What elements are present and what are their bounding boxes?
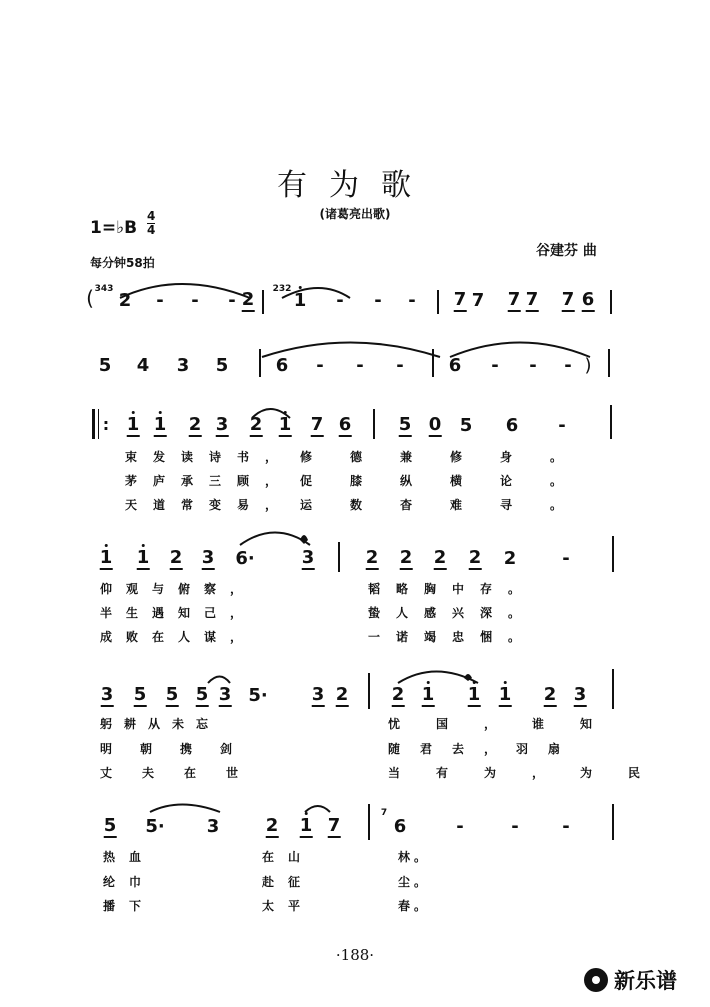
repeat-barline-thin — [98, 409, 99, 439]
note: 6 — [275, 355, 289, 376]
note: - — [191, 290, 199, 311]
note: 2 — [365, 547, 379, 568]
barline — [368, 673, 370, 709]
record-disc-icon — [584, 968, 608, 992]
composer: 谷建芬 曲 — [536, 243, 597, 259]
note: - — [228, 290, 236, 311]
grace-note: 7 — [380, 808, 388, 818]
note: 2 — [169, 547, 183, 568]
note: 7 — [561, 289, 575, 310]
note: 5 — [215, 355, 229, 376]
barline — [612, 536, 614, 572]
lyric-verse3-b: 运数杳难寻。 — [300, 498, 601, 512]
lyric-verse2-b: 促膝纵横论。 — [300, 474, 601, 488]
note: 7 — [327, 815, 341, 836]
barline — [612, 804, 614, 840]
note: 5 — [165, 684, 179, 705]
note: - — [564, 355, 572, 376]
note: 2 — [399, 547, 413, 568]
lyric-verse2-f: 随君去，羽扇 — [388, 742, 581, 756]
barline — [612, 669, 614, 709]
note: 1 — [293, 290, 307, 311]
note: - — [558, 415, 566, 436]
barline — [610, 405, 612, 439]
note: 2 — [503, 548, 517, 569]
lyric-verse1-c: 仰观与俯察， — [100, 582, 257, 596]
barline — [608, 349, 610, 377]
note: 2 — [391, 684, 405, 705]
lyric-verse2-e: 明朝携剑 — [100, 742, 261, 756]
note: 1 — [421, 684, 435, 705]
note: 7 — [453, 289, 467, 310]
time-signature — [147, 210, 155, 237]
score-line-2 — [0, 355, 710, 395]
note: 3 — [201, 547, 215, 568]
lyric-verse2-d: 蛰人感兴深。 — [368, 606, 537, 620]
note: - — [356, 355, 364, 376]
note: 7 — [471, 290, 485, 311]
note: 6 — [581, 289, 595, 310]
note: 3 — [573, 684, 587, 705]
note: 5· — [248, 685, 268, 706]
note: 5 — [133, 684, 147, 705]
lyric-verse1-h: 在山 — [262, 850, 315, 864]
lyric-verse1-e: 躬耕从未忘 — [100, 717, 221, 731]
note: 0 — [428, 414, 442, 435]
note: - — [529, 355, 537, 376]
barline — [262, 290, 264, 314]
barline — [432, 349, 434, 377]
note: 5 — [98, 355, 112, 376]
note: - — [456, 816, 464, 837]
lyric-verse3-a: 天道常变易， — [125, 498, 294, 512]
note: - — [316, 355, 324, 376]
grace-notes: 343 — [94, 284, 114, 294]
note: 7 — [310, 414, 324, 435]
note: 3 — [206, 816, 220, 837]
close-parenthesis: ) — [584, 355, 592, 376]
note: - — [491, 355, 499, 376]
note: 6 — [505, 415, 519, 436]
note: 2 — [265, 815, 279, 836]
key-signature: 1=♭B — [90, 218, 138, 238]
barline — [437, 290, 439, 314]
note: - — [374, 290, 382, 311]
note: 6· — [235, 548, 255, 569]
repeat-barline — [92, 409, 95, 439]
note: 3 — [311, 684, 325, 705]
grace-notes: 232 — [272, 284, 292, 294]
note: 4 — [136, 355, 150, 376]
lyric-verse2-h: 赴征 — [262, 875, 315, 889]
note: 6 — [448, 355, 462, 376]
lyric-verse1-g: 热血 — [103, 850, 156, 864]
lyric-verse2-i: 尘。 — [398, 875, 431, 889]
note: 1 — [153, 414, 167, 435]
barline — [259, 349, 261, 377]
lyric-verse1-b: 修德兼修身。 — [300, 450, 601, 464]
note: 2 — [335, 684, 349, 705]
page-number: ·188· — [335, 946, 375, 964]
note: 5 — [459, 415, 473, 436]
site-logo — [584, 965, 677, 995]
barline — [368, 804, 370, 840]
note: - — [336, 290, 344, 311]
lyric-verse1-a: 束发读诗书， — [125, 450, 294, 464]
note: 1 — [498, 684, 512, 705]
tempo-marking: 每分钟58拍 — [90, 256, 155, 270]
note: 3 — [301, 547, 315, 568]
note: 2 — [241, 289, 255, 310]
note: 3 — [215, 414, 229, 435]
note: 2 — [543, 684, 557, 705]
score-line-1 — [0, 284, 710, 330]
note: 5 — [103, 815, 117, 836]
note: 2 — [118, 290, 132, 311]
note: 1 — [126, 414, 140, 435]
note: 3 — [176, 355, 190, 376]
song-title: 有为歌 — [277, 168, 433, 203]
note: 1 — [99, 547, 113, 568]
note: - — [408, 290, 416, 311]
barline — [610, 290, 612, 314]
note: - — [396, 355, 404, 376]
note: - — [562, 816, 570, 837]
time-signature-top: 4 — [147, 209, 156, 223]
time-signature-bottom: 4 — [147, 223, 156, 237]
note: 5 — [398, 414, 412, 435]
note: 6 — [338, 414, 352, 435]
note: 3 — [100, 684, 114, 705]
note: 1 — [467, 684, 481, 705]
note: 2 — [433, 547, 447, 568]
lyric-verse1-f: 忧国，谁知 — [388, 717, 629, 731]
lyric-verse2-c: 半生遇知己， — [100, 606, 257, 620]
note: - — [511, 816, 519, 837]
note: 5· — [145, 816, 165, 837]
note: 1 — [278, 414, 292, 435]
note: 7 — [525, 289, 539, 310]
note: 2 — [188, 414, 202, 435]
lyric-verse3-e: 丈夫在世 — [100, 766, 269, 780]
note: 2 — [249, 414, 263, 435]
barline — [373, 409, 375, 439]
barline — [338, 542, 340, 572]
repeat-dots: : — [102, 415, 110, 434]
lyric-verse3-d: 一诺竭忠悃。 — [368, 630, 537, 644]
lyric-verse2-a: 茅庐承三顾， — [125, 474, 294, 488]
song-subtitle: (诸葛亮出歌) — [319, 207, 391, 221]
lyric-verse3-i: 春。 — [398, 899, 431, 913]
lyric-verse1-i: 林。 — [398, 850, 431, 864]
lyric-verse3-h: 太平 — [262, 899, 315, 913]
note: 7 — [507, 289, 521, 310]
lyric-verse2-g: 纶巾 — [103, 875, 156, 889]
note: 5 — [195, 684, 209, 705]
lyric-verse3-g: 播下 — [103, 899, 156, 913]
note: 2 — [468, 547, 482, 568]
note: - — [562, 548, 570, 569]
lyric-verse1-d: 韬略胸中存。 — [368, 582, 537, 596]
lyric-verse3-f: 当有为，为民 — [388, 766, 677, 780]
note: 1 — [136, 547, 150, 568]
lyric-verse3-c: 成败在人谋， — [100, 630, 257, 644]
note: - — [156, 290, 164, 311]
open-parenthesis: ( — [86, 286, 94, 310]
note: 6 — [393, 816, 407, 837]
logo-text: 新乐谱 — [614, 969, 677, 993]
note: 3 — [218, 684, 232, 705]
note: 1 — [299, 815, 313, 836]
